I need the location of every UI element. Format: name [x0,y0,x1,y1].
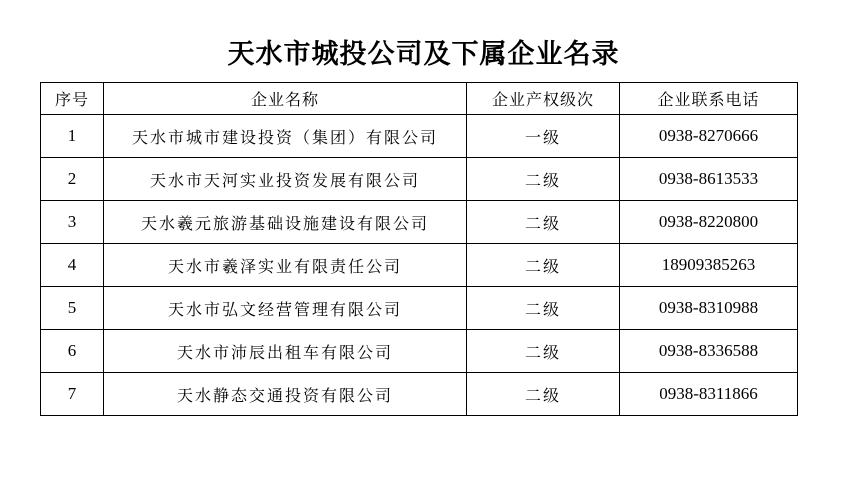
table-row [41,244,798,287]
company-table-body [41,115,798,416]
column-header-contact-phone: 企业联系电话 [620,83,798,115]
column-header-serial-no: 序号 [41,83,104,115]
table-row [41,158,798,201]
company-directory-table [40,82,798,416]
table-header [41,83,798,115]
cell-equity-level: 二级 [467,287,620,330]
cell-serial-no: 1 [41,115,104,158]
cell-equity-level: 二级 [467,330,620,373]
cell-contact-phone: 0938-8310988 [620,287,798,330]
cell-equity-level: 二级 [467,373,620,416]
cell-company-name: 天水市天河实业投资发展有限公司 [104,158,467,201]
table-row [41,201,798,244]
page-title: 天水市城投公司及下属企业名录 [227,39,620,69]
cell-serial-no: 7 [41,373,104,416]
cell-company-name: 天水市羲泽实业有限责任公司 [104,244,467,287]
table-row [41,373,798,416]
cell-serial-no: 3 [41,201,104,244]
cell-company-name: 天水市弘文经营管理有限公司 [104,287,467,330]
cell-equity-level: 二级 [467,158,620,201]
cell-equity-level: 二级 [467,244,620,287]
cell-contact-phone: 0938-8270666 [620,115,798,158]
cell-company-name: 天水市沛辰出租车有限公司 [104,330,467,373]
table-row [41,330,798,373]
cell-contact-phone: 0938-8311866 [620,373,798,416]
cell-serial-no: 6 [41,330,104,373]
cell-contact-phone: 0938-8336588 [620,330,798,373]
cell-contact-phone: 18909385263 [620,244,798,287]
cell-contact-phone: 0938-8613533 [620,158,798,201]
cell-company-name: 天水静态交通投资有限公司 [104,373,467,416]
cell-serial-no: 4 [41,244,104,287]
table-header-row [41,83,798,115]
cell-equity-level: 一级 [467,115,620,158]
cell-serial-no: 2 [41,158,104,201]
cell-serial-no: 5 [41,287,104,330]
column-header-equity-level: 企业产权级次 [467,83,620,115]
cell-equity-level: 二级 [467,201,620,244]
cell-contact-phone: 0938-8220800 [620,201,798,244]
cell-company-name: 天水羲元旅游基础设施建设有限公司 [104,201,467,244]
table-row [41,287,798,330]
table-row [41,115,798,158]
column-header-company-name: 企业名称 [104,83,467,115]
cell-company-name: 天水市城市建设投资（集团）有限公司 [104,115,467,158]
